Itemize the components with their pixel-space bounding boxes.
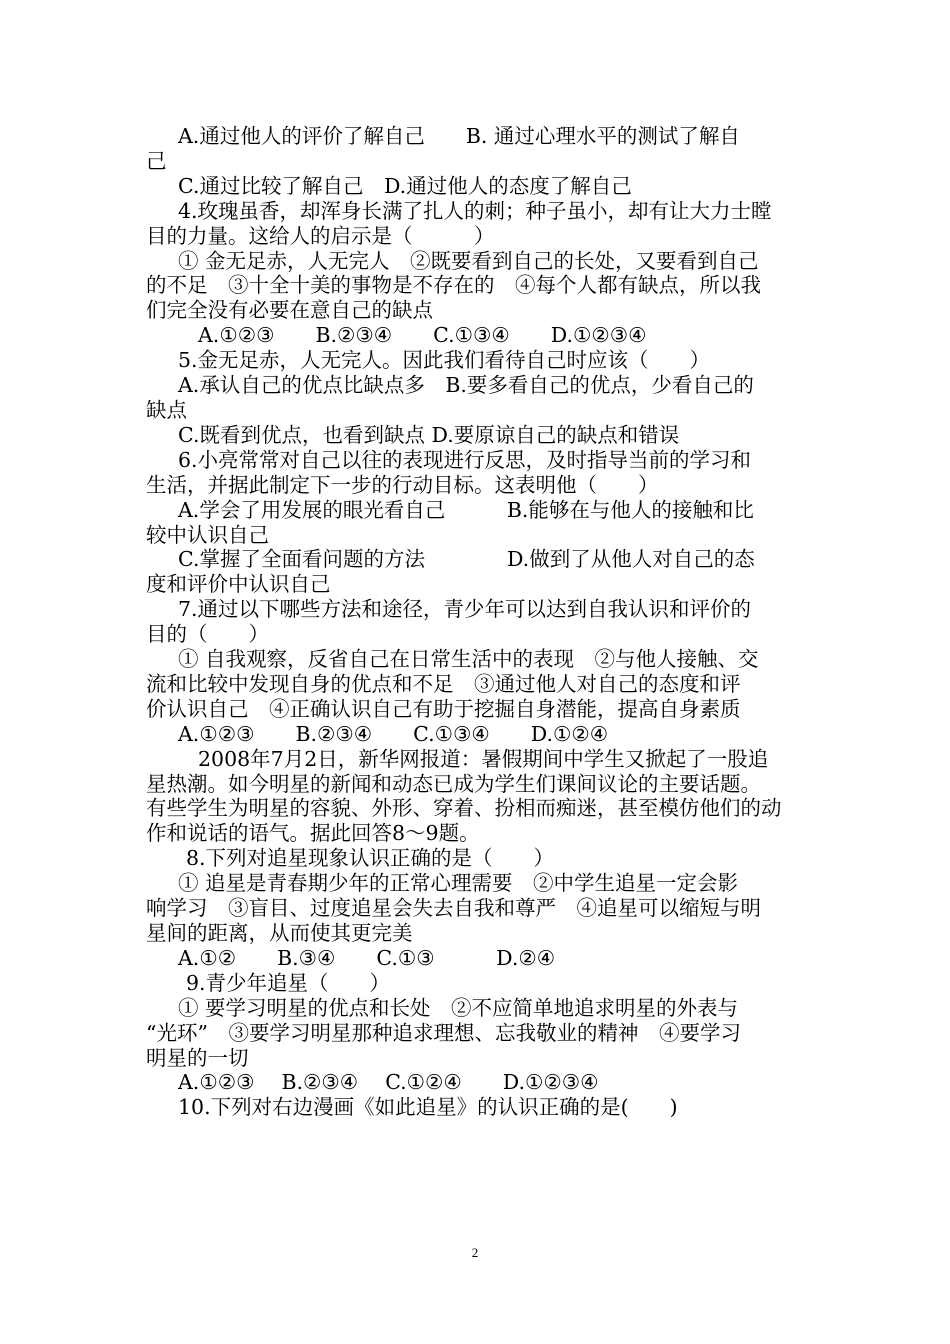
question-6-stem: 6.小亮常常对自己以往的表现进行反思，及时指导当前的学习和 <box>178 447 752 472</box>
text-line: ① 金无足赤，人无完人 ②既要看到自己的长处，又要看到自己 <box>178 248 759 273</box>
text-line: C.通过比较了解自己 D.通过他人的态度了解自己 <box>178 173 632 198</box>
text-line: “光环” ③要学习明星那种追求理想、忘我敬业的精神 ④要学习 <box>146 1020 741 1045</box>
question-8-options: A.①② B.③④ C.①③ D.②④ <box>178 945 556 970</box>
text-line: ① 追星是青春期少年的正常心理需要 ②中学生追星一定会影 <box>178 871 739 896</box>
passage-text: 有些学生为明星的容貌、外形、穿着、扮相而痴迷，甚至模仿他们的动 <box>146 796 782 821</box>
question-7-options: A.①②③ B.②③④ C.①③④ D.①②④ <box>178 721 609 746</box>
question-text-body <box>146 124 808 1120</box>
text-line: C.掌握了全面看问题的方法 D.做到了从他人对自己的态 <box>178 547 755 572</box>
question-9-stem: 9.青少年追星（ ） <box>186 970 391 995</box>
text-line: 生活，并据此制定下一步的行动目标。这表明他（ ） <box>146 472 659 497</box>
text-line: 明星的一切 <box>146 1045 249 1070</box>
text-line: ① 要学习明星的优点和长处 ②不应简单地追求明星的外表与 <box>178 995 739 1020</box>
question-7-stem: 7.通过以下哪些方法和途径，青少年可以达到自我认识和评价的 <box>178 597 752 622</box>
text-line: 度和评价中认识自己 <box>146 572 331 597</box>
page-number: 2 <box>471 1245 479 1260</box>
text-line: C.既看到优点，也看到缺点 D.要原谅自己的缺点和错误 <box>178 422 680 447</box>
text-line: 价认识自己 ④正确认识自己有助于挖掘自身潜能，提高自身素质 <box>146 696 741 721</box>
text-line: 目的力量。这给人的启示是（ ） <box>146 223 495 248</box>
question-8-stem: 8.下列对追星现象认识正确的是（ ） <box>186 846 555 871</box>
passage-text: 2008年7月2日，新华网报道：暑假期间中学生又掀起了一股追 <box>198 746 769 771</box>
text-line: 响学习 ③盲目、过度追星会失去自我和尊严 ④追星可以缩短与明 <box>146 896 761 921</box>
text-line: A.承认自己的优点比缺点多 B.要多看自己的优点，少看自己的 <box>178 373 754 398</box>
text-line: 己 <box>146 148 167 173</box>
passage-text: 星热潮。如今明星的新闻和动态已成为学生们课间议论的主要话题。 <box>146 771 761 796</box>
question-5-stem: 5.金无足赤，人无完人。因此我们看待自己时应该（ ） <box>178 348 711 373</box>
question-4-options: A.①②③ B.②③④ C.①③④ D.①②③④ <box>198 323 647 348</box>
text-line: 目的（ ） <box>146 622 269 647</box>
text-line: 星间的距离，从而使其更完美 <box>146 921 413 945</box>
text-line: 较中认识自己 <box>146 522 269 547</box>
text-line: 们完全没有必要在意自己的缺点 <box>146 298 433 323</box>
text-line: 的不足 ③十全十美的事物是不存在的 ④每个人都有缺点，所以我 <box>146 273 761 298</box>
text-line: 缺点 <box>146 397 187 422</box>
text-line: ① 自我观察，反省自己在日常生活中的表现 ②与他人接触、交 <box>178 647 759 672</box>
text-line: 流和比较中发现自身的优点和不足 ③通过他人对自己的态度和评 <box>146 671 741 696</box>
text-line: A.通过他人的评价了解自己 B. 通过心理水平的测试了解自 <box>178 124 740 148</box>
question-4-stem: 4.玫瑰虽香，却浑身长满了扎人的刺；种子虽小，却有让大力士瞠 <box>178 198 772 223</box>
question-9-options: A.①②③ B.②③④ C.①②④ D.①②③④ <box>178 1070 599 1095</box>
question-10-stem: 10.下列对右边漫画《如此追星》的认识正确的是( ) <box>178 1095 678 1120</box>
text-line: A.学会了用发展的眼光看自己 B.能够在与他人的接触和比 <box>178 497 754 522</box>
passage-text: 作和说话的语气。据此回答8～9题。 <box>146 821 480 846</box>
